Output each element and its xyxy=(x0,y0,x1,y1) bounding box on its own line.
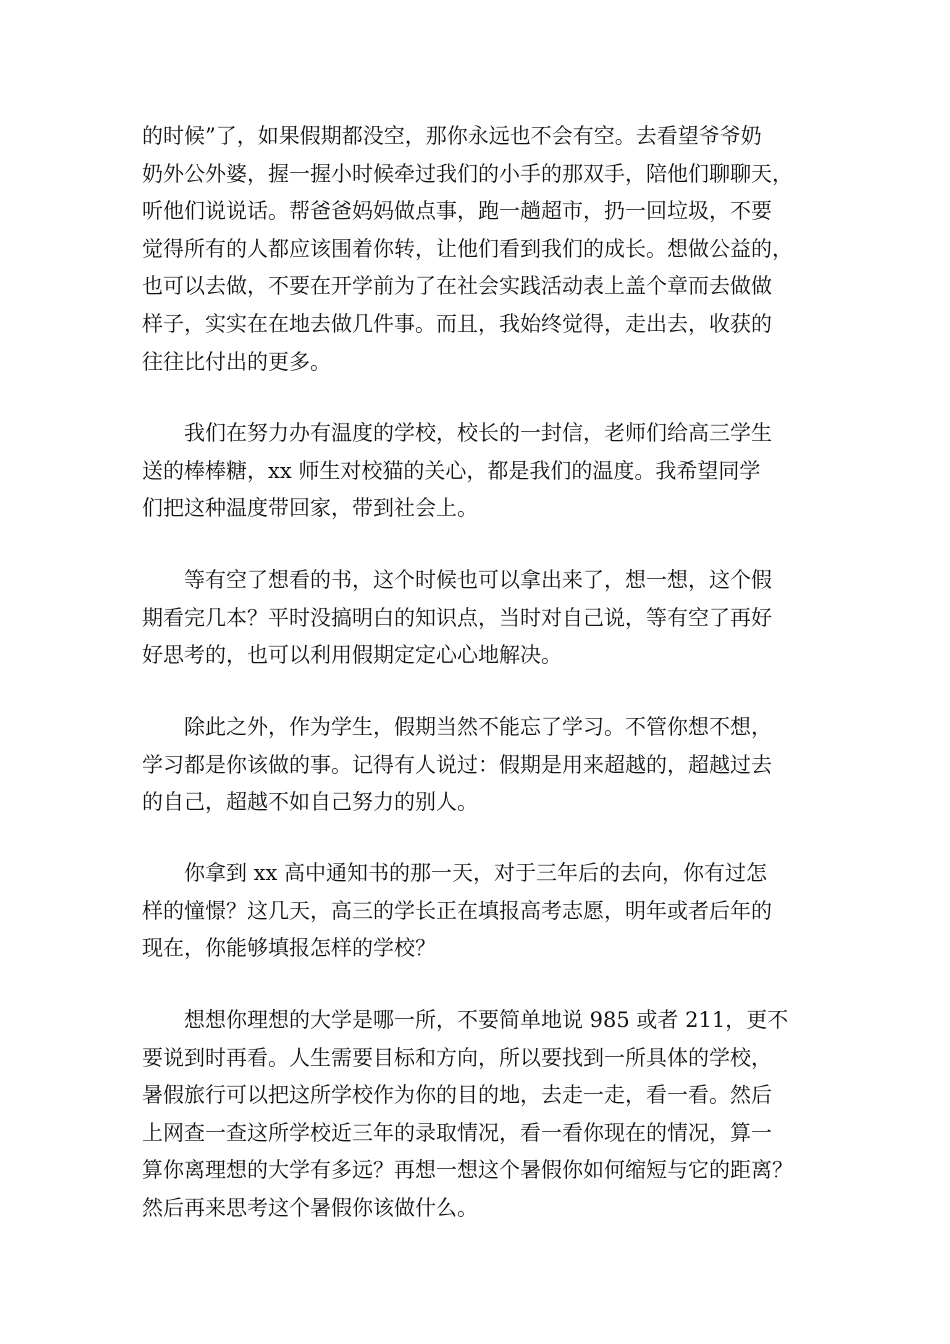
paragraph-5 xyxy=(142,855,817,968)
paragraph-line: 的时候”了，如果假期都没空，那你永远也不会有空。去看望爷爷奶 xyxy=(142,124,762,148)
paragraph-line: 想想你理想的大学是哪一所，不要简单地说 985 或者 211，更不 xyxy=(184,1008,789,1032)
paragraph-line: 你拿到 xx 高中通知书的那一天，对于三年后的去向，你有过怎 xyxy=(184,861,768,885)
paragraph-line: 们把这种温度带回家，带到社会上。 xyxy=(142,496,478,521)
paragraph-3 xyxy=(142,562,817,675)
paragraph-line: 往往比付出的更多。 xyxy=(142,349,331,374)
paragraph-line: 样子，实实在在地去做几件事。而且，我始终觉得，走出去，收获的 xyxy=(142,311,772,336)
paragraph-line: 算你离理想的大学有多远？再想一想这个暑假你如何缩短与它的距离？ xyxy=(142,1158,793,1183)
paragraph-2 xyxy=(142,415,817,528)
paragraph-line: 送的棒棒糖，xx 师生对校猫的关心，都是我们的温度。我希望同学 xyxy=(142,458,761,483)
paragraph-line: 期看完几本？平时没搞明白的知识点，当时对自己说，等有空了再好 xyxy=(142,605,772,630)
paragraph-line: 暑假旅行可以把这所学校作为你的目的地，去走一走，看一看。然后 xyxy=(142,1083,772,1108)
paragraph-line: 学习都是你该做的事。记得有人说过：假期是用来超越的，超越过去 xyxy=(142,752,772,777)
paragraph-line: 样的憧憬？这几天，高三的学长正在填报高考志愿，明年或者后年的 xyxy=(142,898,772,923)
paragraph-line: 上网查一查这所学校近三年的录取情况，看一看你现在的情况，算一 xyxy=(142,1120,772,1145)
paragraph-line: 好思考的，也可以利用假期定定心心地解决。 xyxy=(142,643,562,668)
paragraph-6 xyxy=(142,1002,817,1228)
paragraph-line: 我们在努力办有温度的学校，校长的一封信，老师们给高三学生 xyxy=(184,421,772,445)
paragraph-line: 然后再来思考这个暑假你该做什么。 xyxy=(142,1195,478,1220)
paragraph-line: 听他们说说话。帮爸爸妈妈做点事，跑一趟超市，扔一回垃圾，不要 xyxy=(142,199,772,224)
paragraph-line: 觉得所有的人都应该围着你转，让他们看到我们的成长。想做公益的， xyxy=(142,236,793,261)
paragraph-line: 现在，你能够填报怎样的学校？ xyxy=(142,936,436,961)
paragraph-line: 等有空了想看的书，这个时候也可以拿出来了，想一想，这个假 xyxy=(184,568,772,592)
paragraph-4 xyxy=(142,709,817,822)
paragraph-line: 要说到时再看。人生需要目标和方向，所以要找到一所具体的学校， xyxy=(142,1045,772,1070)
paragraph-line: 除此之外，作为学生，假期当然不能忘了学习。不管你想不想， xyxy=(184,715,772,739)
paragraph-line: 也可以去做，不要在开学前为了在社会实践活动表上盖个章而去做做 xyxy=(142,274,772,299)
paragraph-line: 的自己，超越不如自己努力的别人。 xyxy=(142,790,478,815)
paragraph-1 xyxy=(142,118,817,381)
paragraph-line: 奶外公外婆，握一握小时候牵过我们的小手的那双手，陪他们聊聊天， xyxy=(142,161,793,186)
